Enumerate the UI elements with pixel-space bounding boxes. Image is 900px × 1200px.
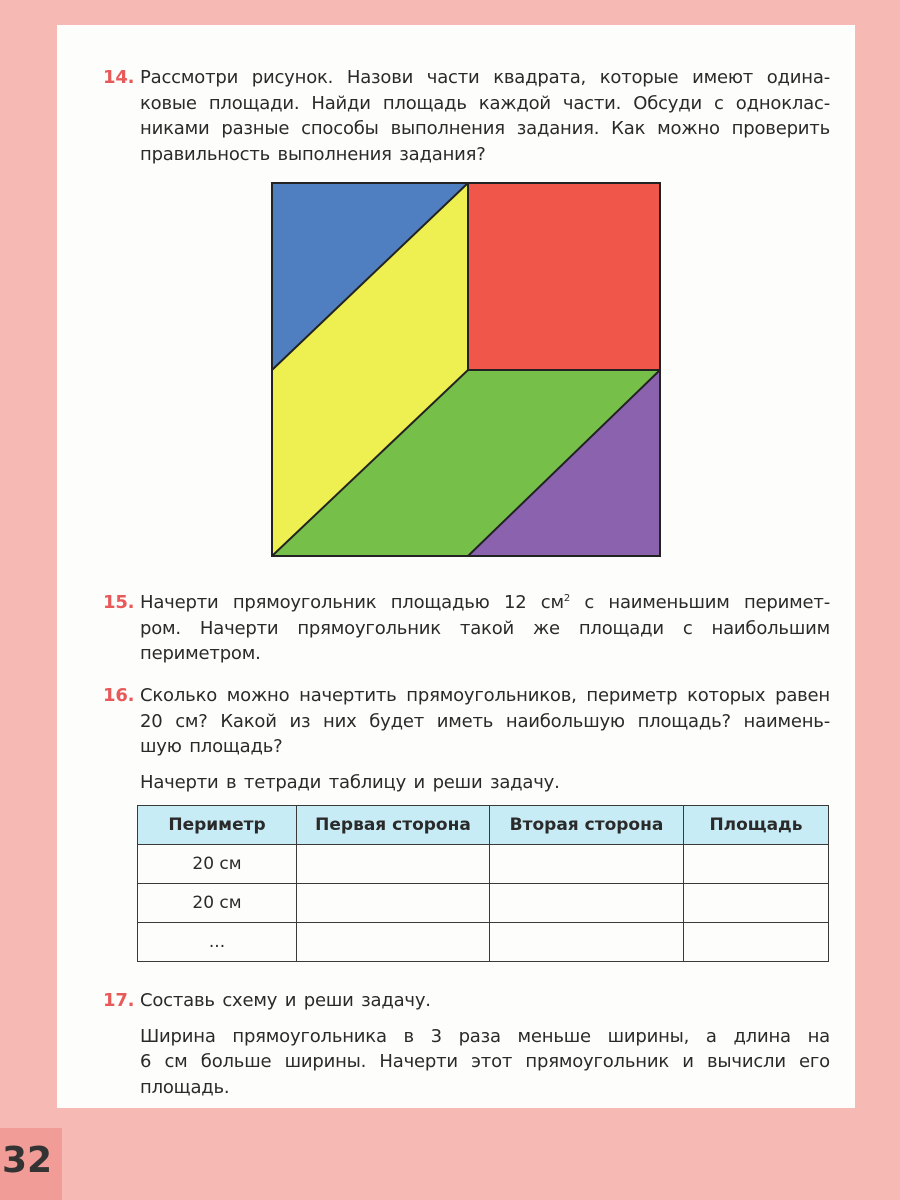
text-line: Составь схему и реши задачу. [140,990,431,1011]
task-number: 14. [103,67,135,88]
text-line: ковые площади. Найди площадь каждой части. Обсуди с одноклас- [140,92,830,114]
text-line: никами разные способы выполнения задания. Как можно проверить [140,118,830,139]
text-line: Сколько можно начертить прямоугольников, периметр которых равен [140,685,830,706]
text-line: Ширина прямоугольника в 3 раза меньше ширины, а длина на [140,1025,830,1047]
task-14 [103,65,830,167]
header-cell: Площадь [684,806,829,845]
perimeter-table [137,805,829,962]
text-line: правильность выполнения задания? [140,143,486,165]
text-line: Начерти прямоугольник площадью 12 $см^2$ с наименьшим перимет- [140,592,830,613]
text-line: 6 см больше ширины. Начерти этот прямоугольник и вычисли его [140,1051,830,1072]
task-number: 16. [103,685,135,706]
text-line: шую площадь? [140,736,283,757]
task-number: 17. [103,990,135,1011]
task-15 [103,590,830,667]
task-17 [103,988,830,1100]
table-row: 20 см [138,845,829,884]
table-header-row [138,806,829,845]
text-line: площадь. [140,1076,230,1098]
table-row: 20 см [138,884,829,923]
page-number: 32 [2,1140,53,1181]
text-line: 20 см? Какой из них будет иметь наибольшую площадь? наимень- [140,710,830,732]
header-cell: Вторая сторона [490,806,684,845]
header-cell: Периметр [138,806,297,845]
square-figure [270,181,664,561]
text-line: ром. Начерти прямоугольник такой же площади с наибольшим [140,617,830,639]
table-row: ... [138,923,829,962]
text-line: Рассмотри рисунок. Назови части квадрата, которые имеют одина- [140,67,830,88]
red-square [468,183,660,370]
header-cell: Первая сторона [297,806,490,845]
task-number: 15. [103,592,135,613]
task-16 [103,683,830,795]
page-number-block [0,1128,62,1200]
text-line: Начерти в тетради таблицу и реши задачу. [140,771,560,793]
text-line: периметром. [140,643,261,664]
